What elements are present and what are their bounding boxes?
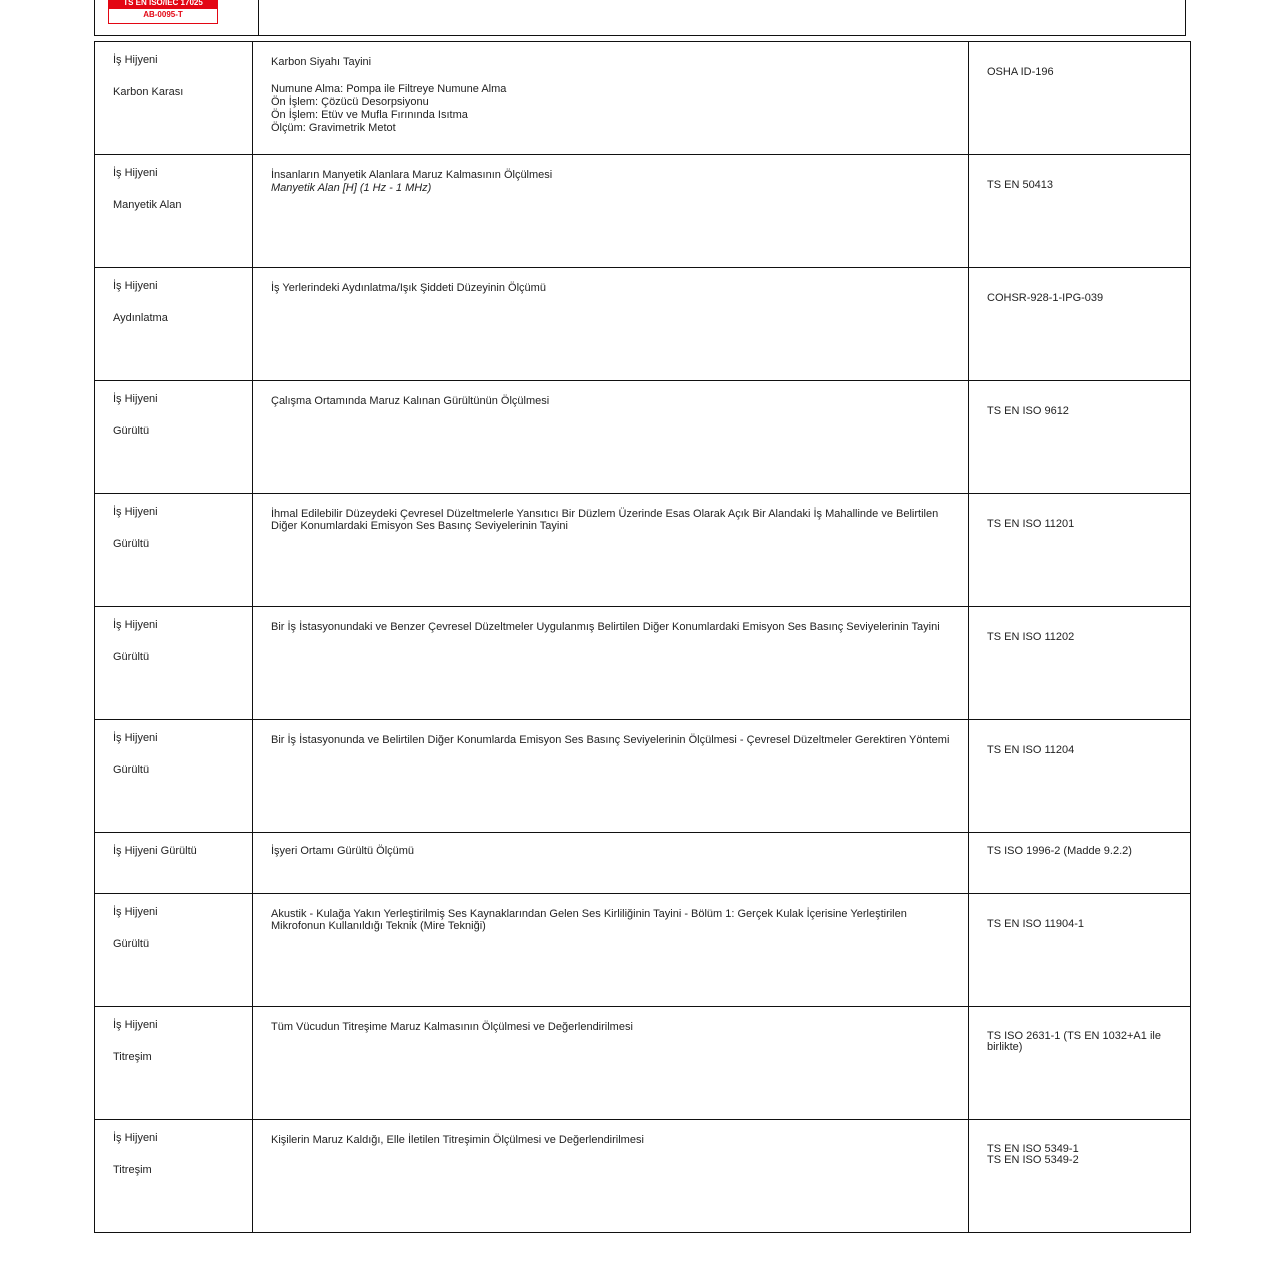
table-row (95, 268, 1191, 381)
standard-text: TS EN ISO 5349-1 (987, 1143, 1079, 1155)
method-cell (253, 833, 969, 894)
method-text: Karbon Siyahı Tayini (271, 56, 372, 68)
method-text: Diğer Konumlardaki Emisyon Ses Basınç Seviyelerinin Tayini (271, 520, 568, 532)
table-row (95, 155, 1191, 268)
standard-cell (969, 42, 1191, 155)
standard-cell (969, 607, 1191, 720)
method-text: Tüm Vücudun Titreşime Maruz Kalmasının Ölçülmesi ve Değerlendirilmesi (271, 1021, 633, 1033)
field-cell (95, 381, 253, 494)
field-label: İş Hijyeni (113, 732, 158, 744)
standard-text: TS EN ISO 9612 (987, 405, 1069, 417)
logo-top-text: TS EN ISO/IEC 17025 (109, 0, 217, 9)
standard-text: TS EN ISO 5349-2 (987, 1154, 1079, 1166)
field-cell (95, 607, 253, 720)
test-label: Gürültü (113, 651, 150, 663)
header-box (94, 0, 1186, 36)
standard-text: TS ISO 2631-1 (TS EN 1032+A1 ile (987, 1030, 1161, 1042)
test-label: Karbon Karası (113, 86, 184, 98)
test-label: Aydınlatma (113, 312, 168, 324)
field-label: İş Hijyeni (113, 506, 158, 518)
standard-text: TS EN ISO 11202 (987, 631, 1075, 643)
method-cell (253, 155, 969, 268)
standard-text: TS EN ISO 11201 (987, 518, 1075, 530)
standard-cell (969, 268, 1191, 381)
test-label: Gürültü (113, 764, 150, 776)
method-text: İşyeri Ortamı Gürültü Ölçümü (271, 845, 415, 857)
method-detail: Ön İşlem: Etüv ve Mufla Fırınında Isıtma (271, 109, 468, 121)
method-text: İş Yerlerindeki Aydınlatma/Işık Şiddeti Düzeyinin Ölçümü (271, 282, 546, 294)
standard-text: birlikte) (987, 1041, 1023, 1053)
standard-text: COHSR-928-1-IPG-039 (987, 292, 1104, 304)
standard-text: TS EN ISO 11904-1 (987, 918, 1085, 930)
table-row (95, 1120, 1191, 1233)
standard-text: OSHA ID-196 (987, 66, 1054, 78)
test-label: Titreşim (113, 1051, 152, 1063)
field-label: İş Hijyeni (113, 280, 158, 292)
field-label: İş Hijyeni (113, 54, 158, 66)
standard-cell (969, 720, 1191, 833)
table-row (95, 494, 1191, 607)
method-cell (253, 42, 969, 155)
field-cell (95, 494, 253, 607)
standard-text: TS ISO 1996-2 (Madde 9.2.2) (987, 845, 1132, 857)
standard-text: TS EN 50413 (987, 179, 1054, 191)
standard-cell (969, 833, 1191, 894)
field-cell (95, 42, 253, 155)
field-label: İş Hijyeni (113, 1019, 158, 1031)
test-label: Gürültü (113, 538, 150, 550)
standard-cell (969, 381, 1191, 494)
test-label: Gürültü (113, 938, 150, 950)
field-cell (95, 894, 253, 1007)
method-cell (253, 720, 969, 833)
standard-cell (969, 894, 1191, 1007)
standard-cell (969, 155, 1191, 268)
field-label: İş Hijyeni (113, 906, 158, 918)
logo-bottom-text: AB-0095-T (143, 10, 183, 19)
method-text: İnsanların Manyetik Alanlara Maruz Kalmasının Ölçülmesi (271, 169, 553, 181)
standard-cell (969, 1120, 1191, 1233)
standard-text: TS EN ISO 11204 (987, 744, 1075, 756)
table-row (95, 607, 1191, 720)
table-row (95, 833, 1191, 894)
method-text: İhmal Edilebilir Düzeydeki Çevresel Düzeltmelerle Yansıtıcı Bir Düzlem Üzerinde Esas Olarak Açık Bir Alandaki İş Mahallinde ve Belirtilen (271, 508, 939, 520)
method-cell (253, 268, 969, 381)
scope-table (94, 41, 1191, 1233)
table-row (95, 381, 1191, 494)
field-label: İş Hijyeni (113, 393, 158, 405)
field-cell (95, 720, 253, 833)
method-text: Bir İş İstasyonunda ve Belirtilen Diğer Konumlarda Emisyon Ses Basınç Seviyelerinin Ölçülmesi - Çevresel Düzeltmeler Gerektiren Yöntemi (271, 734, 950, 746)
field-cell (95, 268, 253, 381)
test-label: Manyetik Alan (113, 199, 182, 211)
test-label: Titreşim (113, 1164, 152, 1176)
field-label: İş Hijyeni Gürültü (113, 845, 197, 857)
field-label: İş Hijyeni (113, 1132, 158, 1144)
method-detail: Ölçüm: Gravimetrik Metot (271, 122, 396, 134)
method-cell (253, 381, 969, 494)
field-cell (95, 155, 253, 268)
method-detail: Numune Alma: Pompa ile Filtreye Numune Alma (271, 83, 507, 95)
table-row (95, 720, 1191, 833)
method-text: Çalışma Ortamında Maruz Kalınan Gürültünün Ölçülmesi (271, 395, 550, 407)
field-label: İş Hijyeni (113, 619, 158, 631)
table-row (95, 1007, 1191, 1120)
field-cell (95, 833, 253, 894)
field-label: İş Hijyeni (113, 167, 158, 179)
standard-cell (969, 1007, 1191, 1120)
method-text: Mikrofonun Kullanıldığı Teknik (Mire Tekniği) (271, 920, 486, 932)
method-cell (253, 894, 969, 1007)
field-cell (95, 1120, 253, 1233)
method-text: Bir İş İstasyonundaki ve Benzer Çevresel Düzeltmeler Uygulanmış Belirtilen Diğer Konumlardaki Emisyon Ses Basınç Seviyelerinin Tayini (271, 621, 940, 633)
method-text: Kişilerin Maruz Kaldığı, Elle İletilen Titreşimin Ölçülmesi ve Değerlendirilmesi (271, 1134, 644, 1146)
field-cell (95, 1007, 253, 1120)
method-text: Akustik - Kulağa Yakın Yerleştirilmiş Ses Kaynaklarından Gelen Ses Kirliliğinin Tayini - Bölüm 1: Gerçek Kulak İçerisine Yerleştirilen (271, 908, 907, 920)
method-cell (253, 1007, 969, 1120)
method-cell (253, 494, 969, 607)
table-row (95, 894, 1191, 1007)
method-cell (253, 1120, 969, 1233)
header-divider (258, 0, 259, 35)
test-label: Gürültü (113, 425, 150, 437)
method-italic-text: Manyetik Alan [H] (1 Hz - 1 MHz) (271, 182, 432, 194)
accreditation-logo (108, 0, 218, 24)
standard-cell (969, 494, 1191, 607)
table-row (95, 42, 1191, 155)
method-detail: Ön İşlem: Çözücü Desorpsiyonu (271, 96, 429, 108)
method-cell (253, 607, 969, 720)
